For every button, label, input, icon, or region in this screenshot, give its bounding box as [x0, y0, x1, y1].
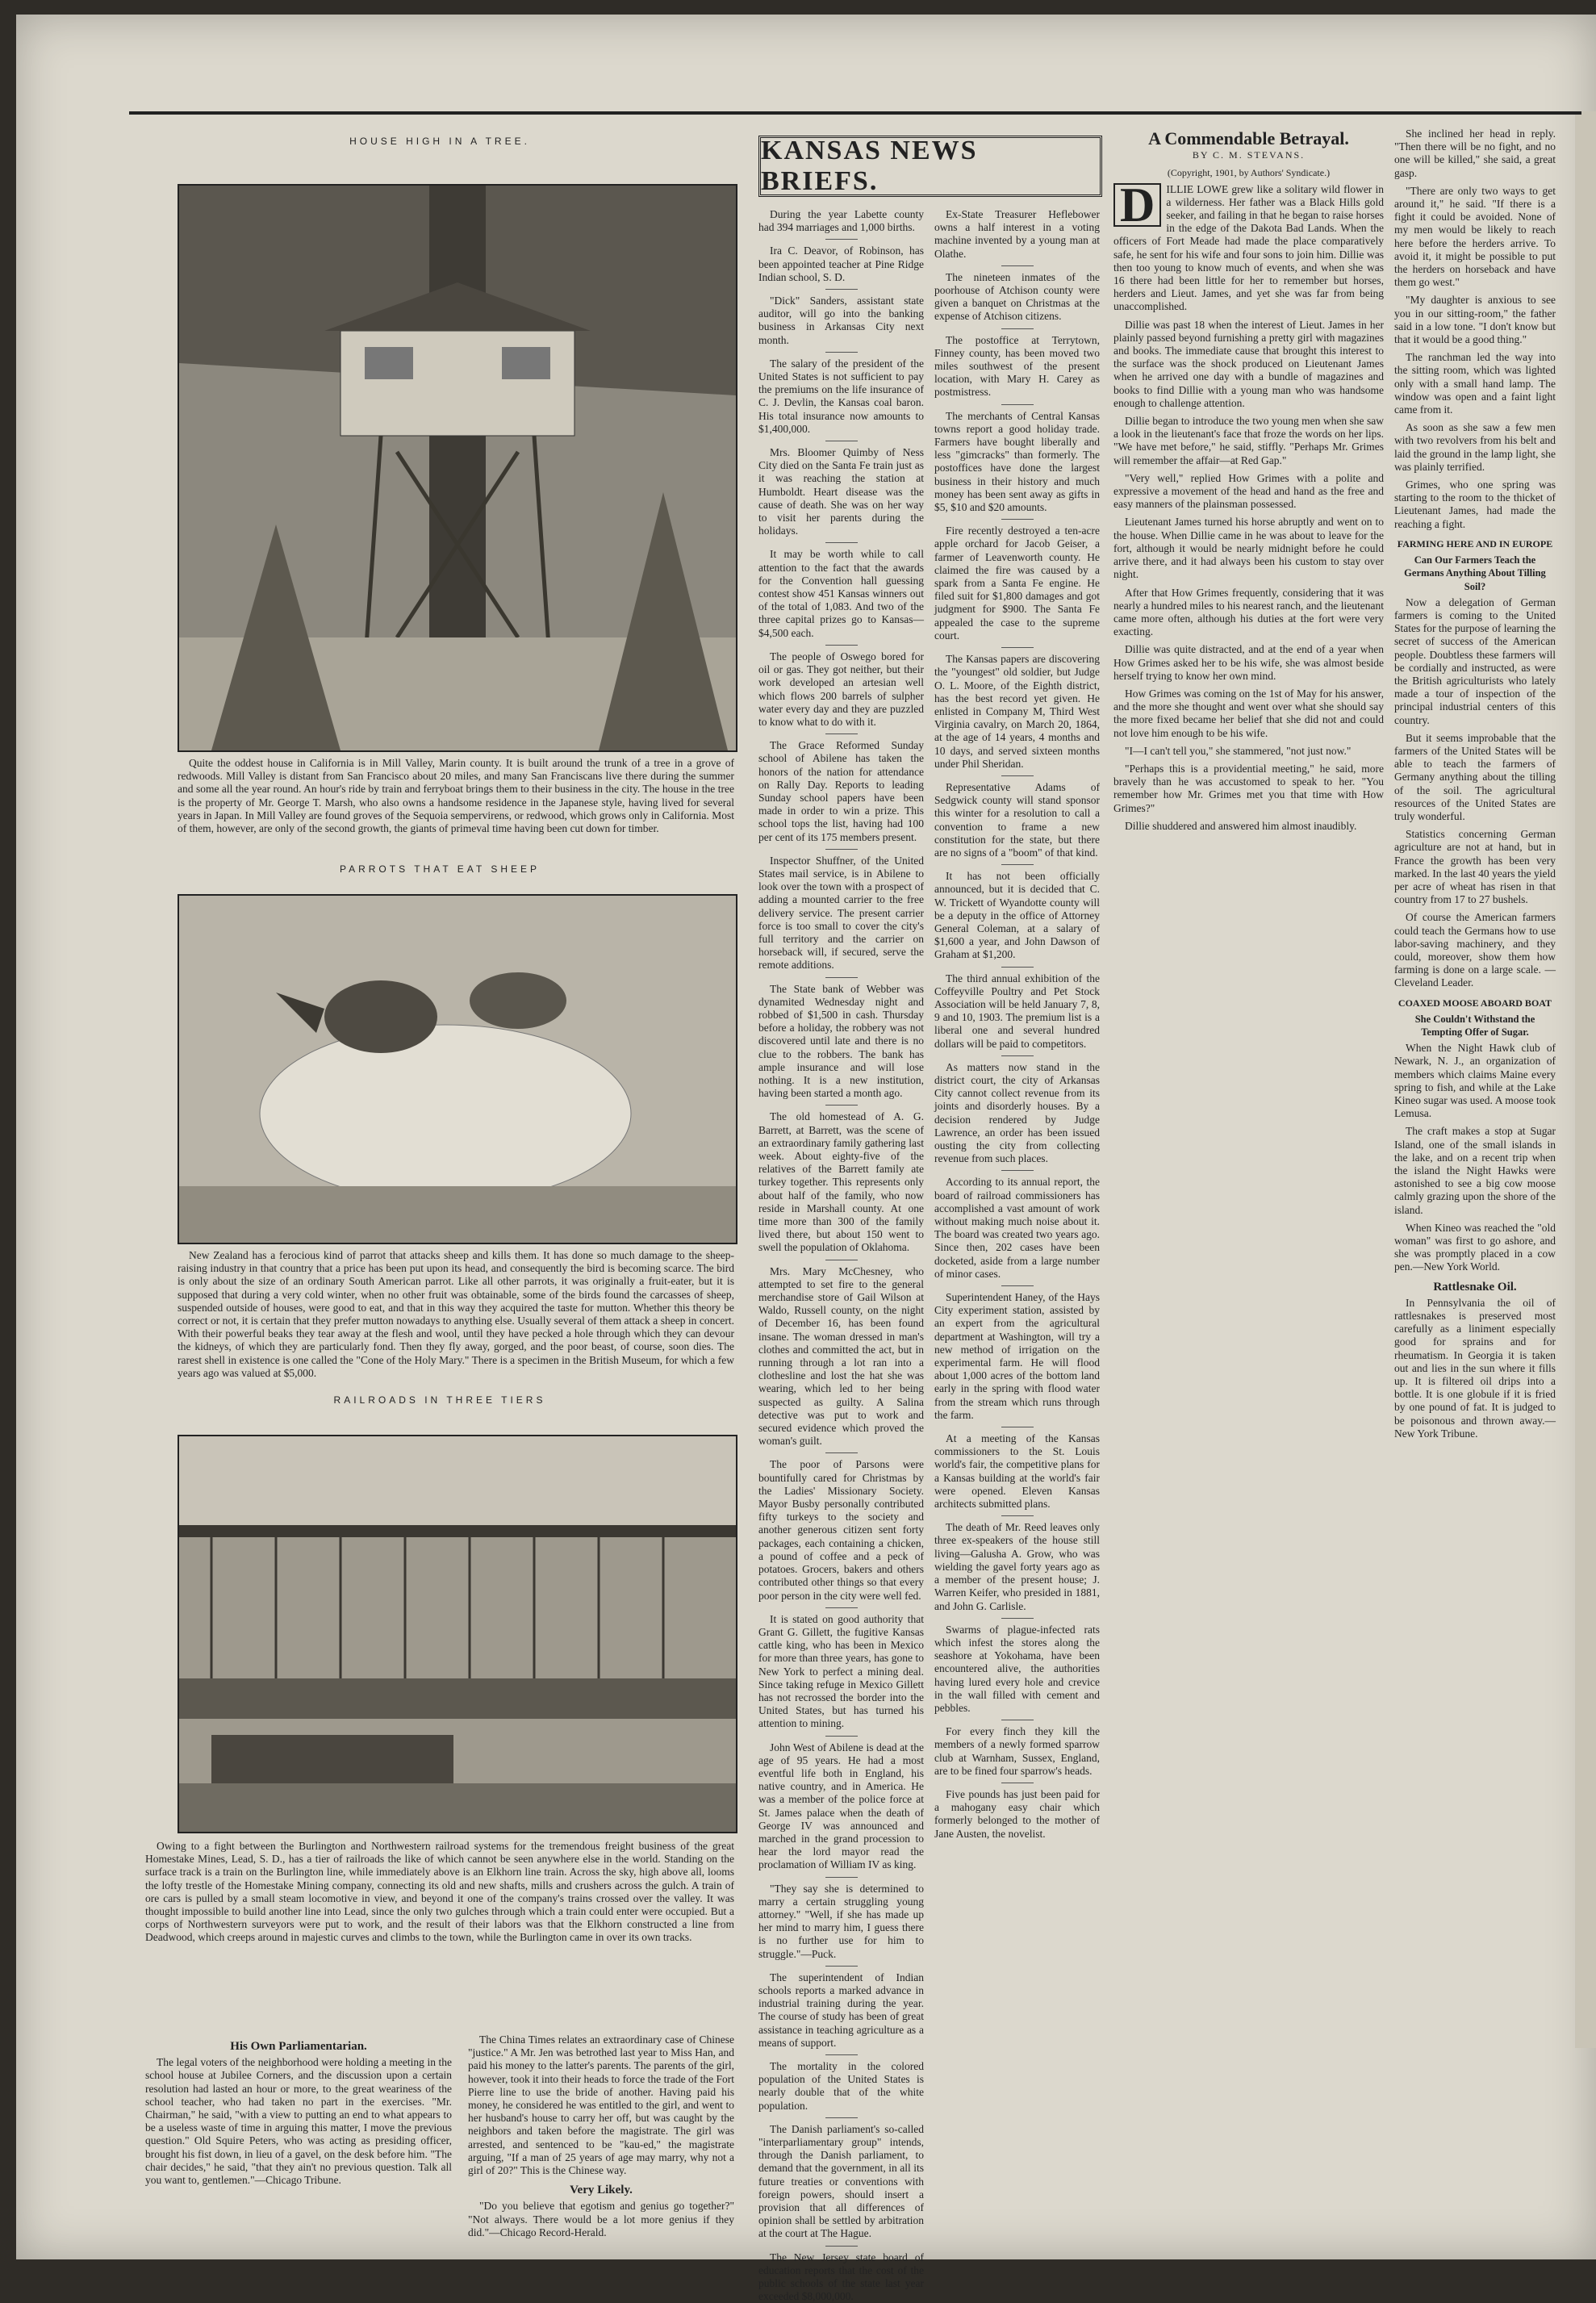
farming-subtitle: Can Our Farmers Teach the Germans Anything About Tilling Soil? [1404, 554, 1546, 592]
kansas-brief: The nineteen inmates of the poorhouse of Atchison county were given a banquet on Christmas at the expense of Atchison citizens. [934, 270, 1100, 323]
moose-paragraph: When the Night Hawk club of Newark, N. J., an organization of members which claims Maine every spring to fish, and while at the Lake Kineo sugar was used. A moose took Lemusa. [1394, 1042, 1556, 1120]
kansas-brief: According to its annual report, the board of railroad commissioners has accomplished a vast amount of work without making much noise about it. The board was created two years ago. Since then, 202 cases have been docketed, aside from a large number of minor cases. [934, 1176, 1100, 1280]
betrayal-copyright: (Copyright, 1901, by Authors' Syndicate.) [1167, 167, 1331, 179]
story-continuation: Grimes, who one spring was starting to the room to the thicket of Lieutenant James, had made the reaching a fight. [1394, 479, 1556, 530]
kansas-brief: Representative Adams of Sedgwick county will stand sponsor this winter for a resolution to call a convention to frame a new constitution for the state, but there are no signs of a "boom" of that kind. [934, 780, 1100, 859]
betrayal-paragraph: ILLIE LOWE grew like a solitary wild flower in a wilderness. Her father was a Black Hills gold seeker, and failing in that he began to raise horses in the edge of the Dakota Bad Lands. When the officers of Fort Meade had made the place comparatively safe, he sent for his wife and four sons to join him. Dillie was then too young to know much of events, and when she was 16 there had been little for her to remember but horses, herders and Lieut. James, and yet she was far from being unaccomplished. [1113, 182, 1384, 313]
photo1-caption [178, 757, 734, 838]
kansas-brief: The people of Oswego bored for oil or gas. They got neither, but their work developed an artesian well which flows 200 barrels of sulpher water every day and they are puzzled to know what to do with it. [758, 650, 924, 728]
railroads-illustration [179, 1436, 736, 1832]
photo2-caption [178, 1249, 734, 1383]
justice-text: The China Times relates an extraordinary case of Chinese "justice." A Mr. Jen was betrothed last year to Miss Han, and paid his money to the latter's parents. The parents of the girl, however, took it into their heads to force the trade of the Fort Pierre line to use the bride of another. Having paid his money, he considered he was entitled to the girl, and went to her husband's house to carry her off, but was caught by the neighbors and taken before the magistrate. The girl was arrested, and sentenced to be "kau-ed," the magistrate arguing, "If a man of 25 years of age may marry, why not a girl of 20?" This is the Chinese way. [468, 2033, 734, 2177]
kansas-brief: The postoffice at Terrytown, Finney county, has been moved two miles southwest of the present location, with Mary H. Carey as postmistress. [934, 333, 1100, 399]
betrayal-paragraph: Dillie began to introduce the two young men when she saw a look in the lieutenant's face that froze the words on her lips. "We have met before," he said, stiffly. "Perhaps Mr. Grimes will remember the affair—at Red Gap." [1113, 415, 1384, 466]
farming-title: FARMING HERE AND IN EUROPE [1397, 537, 1553, 550]
photo3-caption-text: Owing to a fight between the Burlington and Northwestern railroad systems for the tremendous freight business of the great Homestake Mines, Lead, S. D., has a tier of railroads the like of which cannot be seen anywhere else in the world. Standing on the surface track is a train on the Burlington line, while immediately above is an Elkhorn line train. Across the sky, high above all, looms the lofty trestle of the Homestake Mining company, connecting its old and new shafts, mills and crushers across the gulch. A train of ore cars is pulled by a small steam locomotive in view, and beyond it one of the company's trains crossed over the valley. It was thought impossible to build another line into Lead, since the only two gulches through which a train could enter were occupied. But a corps of Northwestern surveyors were put to work, and the result of their labors was that the Elkhorn constructed a line from Deadwood, which creeps around in majestic curves and climbs to the town, while the Burlington came in over its own tracks. [145, 1840, 734, 1944]
railroads-photo [178, 1435, 737, 1833]
kansas-brief: Superintendent Haney, of the Hays City experiment station, assisted by an expert from the agricultural department at Washington, will try a new method of irrigation on the experimental farm. He will flood about 1,000 acres of the bottom land early in the spring with flood water from the stream which runs through the farm. [934, 1291, 1100, 1421]
betrayal-paragraph: "I—I can't tell you," she stammered, "not just now." [1125, 744, 1352, 757]
betrayal-paragraph: Dillie shuddered and answered him almost inaudibly. [1125, 819, 1357, 832]
parliament-text: The legal voters of the neighborhood were holding a meeting in the school house at Jubilee Corners, and the discussion upon a certain resolution had lasted an hour or more, to the great weariness of the school teacher, who had taken no part in the exercises. "Mr. Chairman," he said, "with a view to putting an end to what appears to be a useless waste of time in arguing this matter, I move the previous question." Old Squire Peters, who was acting as presiding officer, brought his fist down, in lieu of a gavel, on the desk before him. "The chair decides," he said, "that they ain't no previous question. Talk all you want to, gentlemen."—Chicago Tribune. [145, 2056, 452, 2187]
parliament-article [145, 2033, 452, 2190]
betrayal-paragraph: "Very well," replied How Grimes with a polite and expressive a movement of the head and hand as the free and easy manners of the plainsman possessed. [1113, 471, 1384, 511]
kansas-brief: The third annual exhibition of the Coffeyville Poultry and Pet Stock Association will be held January 7, 8, 9 and 10, 1903. The premium list is a liberal one and several hundred dollars will be paid to competitors. [934, 972, 1100, 1050]
kansas-brief: Inspector Shuffner, of the United States mail service, is in Abilene to look over the town with a prospect of adding a mounted carrier to the free delivery service. The present carrier force is too small to cover the city's full territory and the carrier on horseback will, if secured, serve the remote additions. [758, 854, 924, 972]
kansas-brief: It is stated on good authority that Grant G. Gillett, the fugitive Kansas cattle king, who has been in Mexico for more than three years, has gone to New York to perfect a mining deal. Since taking refuge in Mexico Gillett has not recrossed the border into the United States, but has turned his attention to mining. [758, 1612, 924, 1730]
kansas-brief: The Danish parliament's so-called "interparliamentary group" intends, through the Danish parliament, to demand that the government, in all its future treaties or conventions with foreign powers, should insert a provision that all differences of opinion shall be settled by arbitration at the court at The Hague. [758, 2122, 924, 2240]
likely-text: "Do you believe that egotism and genius go together?" "Not always. There would be a lot more genius if they did."—Chicago Record-Herald. [468, 2200, 734, 2238]
top-rule [129, 111, 1581, 115]
betrayal-paragraph: Lieutenant James turned his horse abruptly and went on to the house. When Dillie came in he was about to leave for the fort, although it would be nearly midnight before he could arrive there, and it had always been his custom to stay over night. [1113, 516, 1384, 581]
photo3-caption [145, 1840, 734, 1948]
right-column [1394, 127, 1556, 2242]
betrayal-paragraph: How Grimes was coming on the 1st of May for his answer, and the more she thought and went over what she should say the more fixed became her belief that she did not and could not love him enough to be his wife. [1113, 687, 1384, 739]
moose-paragraph: When Kineo was reached the "old woman" was first to go ashore, and she was promptly placed in a cow pen.—New York World. [1394, 1221, 1556, 1273]
photo1-caption-text: Quite the oddest house in California is in Mill Valley, Marin county. It is built around the trunk of a tree in a grove of redwoods. Mill Valley is distant from San Francisco about 20 miles, and many San Franciscans live there during the summer and some all the year round. An hour's ride by train and ferryboat brings them to their business in the city. The house in the tree is the property of Mr. George T. Marsh, who also owns a handsome residence in the Japanese style, having lived for several years in Japan. In Mill Valley are found groves of the Sequoia sempervirens, or redwood, which grows only in California. Most of them, however, are only of the second growth, the giants of primeval time having been cut down for timber. [178, 757, 734, 835]
betrayal-title: A Commendable Betrayal. [1148, 128, 1349, 148]
kansas-brief: "They say she is determined to marry a certain struggling young attorney." "Well, if she has made up her mind to marry him, I guess there is no further use for him to struggle."—Puck. [758, 1882, 924, 1960]
kansas-column-2 [934, 208, 1100, 2242]
kansas-brief: The poor of Parsons were bountifully cared for Christmas by the Ladies' Missionary Society. Mayor Busby personally contributed fifty turkeys to the society and another generous citizen sent forty packages, each containing a chicken, a pound of coffee and a peck of potatoes. Grocers, bakers and others contributed other things so that every poor person in the city were well fed. [758, 1458, 924, 1602]
kansas-column-1 [758, 208, 924, 2303]
story-continuation: She inclined her head in reply. "Then there will be no fight, and no one will be killed," she said, a great gasp. [1394, 127, 1556, 179]
likely-title: Very Likely. [570, 2184, 633, 2197]
kansas-brief: Ira C. Deavor, of Robinson, has been appointed teacher at Pine Ridge Indian school, S. D. [758, 245, 924, 283]
moose-subtitle: She Couldn't Withstand the Tempting Offer of Sugar. [1414, 1013, 1535, 1038]
kansas-brief: For every finch they kill the members of a newly formed sparrow club at Warnham, Sussex, England, are to be fined four sparrow's heads. [934, 1725, 1100, 1777]
kansas-brief: At a meeting of the Kansas commissioners to the St. Louis world's fair, the competitive plans for a Kansas building at the world's fair were opened. Eleven Kansas architects submitted plans. [934, 1432, 1100, 1511]
farming-paragraph: Now a delegation of German farmers is coming to the United States for the purpose of learning the secret of success of the American people. Doubtless these farmers will be cordially and instructed, as were the British agriculturists who lately made a tour of inspection of the principal industrial centers of this country. [1394, 596, 1556, 726]
kansas-brief: The Grace Reformed Sunday school of Abilene has taken the honors of the nation for attendance on Rally Day. Reports to leading Sunday school papers have been made in order to win a prize. This school tops the list, having had 100 per cent of its 175 members present. [758, 739, 924, 843]
rattlesnake-title: Rattlesnake Oil. [1433, 1280, 1517, 1294]
moose-paragraph: The craft makes a stop at Sugar Island, one of the small islands in the lake, and on a recent trip when the island the Night Hawks were astonished to see a big cow moose calmly grazing upon the shore of the island. [1394, 1125, 1556, 1216]
justice-article [468, 2033, 734, 2242]
house-in-tree-illustration [179, 186, 736, 750]
parrots-illustration [179, 896, 736, 1243]
kansas-brief: Ex-State Treasurer Heflebower owns a half interest in a voting machine invented by a young man at Olathe. [934, 208, 1100, 260]
farming-paragraph: Of course the American farmers could teach the Germans how to use labor-saving machinery, and they could, moreover, show them how farming is done on a large scale. —Cleveland Leader. [1394, 911, 1556, 989]
kansas-brief: The death of Mr. Reed leaves only three ex-speakers of the house still living—Galusha A. Grow, who was wielding the gavel forty years ago as a member of the present house; J. Warren Keifer, who presided in 1881, and John G. Carlisle. [934, 1521, 1100, 1612]
kansas-brief: Mrs. Mary McChesney, who attempted to set fire to the general merchandise store of Gail Wilson at Waldo, Russell county, on the night of December 16, has been found insane. The woman dressed in man's clothes and committed the act, but in running through a lot ran into a clothesline and lost the hat she was wearing, which led to her being suspected as guilty. A Salina detective was put to work and secured evidence which proved the woman's guilt. [758, 1264, 924, 1448]
betrayal-byline: BY C. M. STEVANS. [1192, 149, 1306, 161]
kansas-brief: John West of Abilene is dead at the age of 95 years. He had a most eventful life both in England, his native country, and in America. He was a member of the police force at St. James palace when the death of George IV was announced and marched in the grand procession to hear the lord mayor read the proclamation of William IV as king. [758, 1741, 924, 1871]
kansas-brief: Five pounds has just been paid for a mahogany easy chair which formerly belonged to the mother of Jane Austen, the novelist. [934, 1787, 1100, 1840]
photo1-heading: HOUSE HIGH IN A TREE. [349, 136, 530, 147]
adjacent-page-edge [1575, 111, 1596, 2048]
story-continuation: "My daughter is anxious to see you in our sitting-room," the father said in a low tone. "I don't know but that it would be a good thing." [1394, 294, 1556, 346]
house-in-tree-photo [178, 184, 737, 752]
kansas-brief: It may be worth while to call attention to the fact that the awards for the Convention hall guessing contest show 451 Kansas winners out of the total of 1,083. And two of the three capital prizes go to Kansas—$4,500 each. [758, 548, 924, 639]
photo2-caption-text: New Zealand has a ferocious kind of parrot that attacks sheep and kills them. It has done so much damage to the sheep-raising industry in that country that a price has been put upon its head, and consequently the bird is becoming scarce. The bird is only about the size of an ordinary South American parrot. Like all other parrots, it was originally a fruit-eater, but it is supposed that during a very cold winter, when no other fruit was obtainable, some of the birds found the carcasses of sheep, suspended outside of houses, were good to eat, and that in this way they acquired the taste for mutton. Whether this theory be correct or not, it is certain that they prefer mutton nowadays to anything else. Usually several of them attack a sheep in concert. With their powerful beaks they tear away at the flesh and wool, until they have pecked a hole through which they can devour the kidneys, of which they are particularly fond. Then they fly away, gorged, and the poor beast, of course, soon dies. The rarest shell in existence is one called the "Cone of the Holy Mary." There is a specimen in the British Museum, for which a few years ago was valued at $5,000. [178, 1249, 734, 1379]
betrayal-paragraph: Dillie was past 18 when the interest of Lieut. James in her plainly passed beyond furnishing a pretty girl with magazines and books. The immediate cause that brought this interest to the surface was the shock produced on Lieutenant James when he arrived one day with a bundle of magazines and books to find Dillie with a young man who was handsome enough to challenge attention. [1113, 318, 1384, 409]
kansas-brief: It has not been officially announced, but it is decided that C. W. Trickett of Wyandotte county will be a deputy in the office of Attorney General Coleman, at a salary of $1,600 a year, and John Dawson of Graham at $1,200. [934, 870, 1100, 961]
farming-paragraph: But it seems improbable that the farmers of the United States will be able to teach the farmers of Germany anything about the tilling of the soil. The agricultural resources of the United States are truly wonderful. [1394, 731, 1556, 822]
moose-title: COAXED MOOSE ABOARD BOAT [1398, 997, 1552, 1009]
kansas-brief: The old homestead of A. G. Barrett, at Barrett, was the scene of an extraordinary family gathering last week. About eighty-five of the relatives of the Barrett family ate turkey together. This represents only about half of the family, who now reside in Marshall county. At one time more than 300 of the family lived there, but about 150 went to swell the population of Oklahoma. [758, 1110, 924, 1254]
kansas-brief: The merchants of Central Kansas towns report a good holiday trade. Farmers have bought liberally and less "gimcracks" than formerly. The postoffices have done the largest business in their history and much money has been sent away as gifts in $5, $10 and $20 amounts. [934, 409, 1100, 514]
betrayal-paragraph: Dillie was quite distracted, and at the end of a year when How Grimes asked her to be his wife, she was almost beside herself trying to know her own mind. [1113, 643, 1384, 682]
kansas-brief: The superintendent of Indian schools reports a marked advance in industrial training during the year. The course of study has been of great assistance in teaching agriculture as a means of support. [758, 1971, 924, 2049]
parrots-photo [178, 894, 737, 1244]
newspaper-page [16, 15, 1596, 2303]
kansas-masthead [758, 136, 1102, 197]
kansas-brief: The State bank of Webber was dynamited Wednesday night and robbed of $1,500 in cash. Thursday before a holiday, the robbery was not discovered until late and there is no clue to the robbers. The bank has ample insurance and will lose nothing. It is a new institution, having been started a month ago. [758, 982, 924, 1100]
kansas-brief: During the year Labette county had 394 marriages and 1,000 births. [758, 208, 924, 234]
kansas-title: KANSAS NEWS BRIEFS. [761, 136, 978, 196]
kansas-brief: Mrs. Bloomer Quimby of Ness City died on the Santa Fe train just as it was reaching the station at Humboldt. Heart disease was the cause of death. She was on her way to visit her parents during the holidays. [758, 446, 924, 537]
story-continuation: "There are only two ways to get around it," he said. "If there is a fight it could be avoided. None of my men would be likely to reach here before the herders arrive. To avoid it, it might be possible to put the herders on horseback and have them go west." [1394, 184, 1556, 289]
photo2-heading: PARROTS THAT EAT SHEEP [339, 863, 541, 875]
kansas-brief: The salary of the president of the United States is not sufficient to pay the premiums on the life insurance of C. J. Devlin, the Kansas coal baron. His total insurance now amounts to $1,400,000. [758, 357, 924, 435]
rattlesnake-text: In Pennsylvania the oil of rattlesnakes is preserved most carefully as a liniment especially good for sprains and for rheumatism. In Georgia it is taken out and lies in the sun where it fills up. It is filtered oil drips into a bottle. It is one globule if it is fried by one pound of fat. It is judged to be poisonous and thrown away.—New York Tribune. [1394, 1296, 1556, 1440]
betrayal-paragraph: After that How Grimes frequently, considering that it was nearly a hundred miles to his nearest ranch, and the lieutenant came more often, although his duties at the fort were very exacting. [1113, 586, 1384, 638]
betrayal-column [1113, 127, 1384, 2242]
kansas-brief: Swarms of plague-infected rats which infest the stores along the seashore at Yokohama, have been encountered alive, the authorities having lured every hole and crevice in the wall filled with cement and pebbles. [934, 1623, 1100, 1714]
kansas-brief: The Kansas papers are discovering the "youngest" old soldier, but Judge O. L. Moore, of the Eighth district, has the best record yet given. He enlisted in Company M, Third West Virginia cavalry, on March 20, 1864, at the age of 14 years, 4 months and 10 days, and served sixteen months under Phil Sheridan. [934, 653, 1100, 770]
farming-paragraph: Statistics concerning German agriculture are not at hand, but in France the growth has been very marked. In the last 40 years the yield per acre of wheat has risen in that country from 17 to 27 bushels. [1394, 828, 1556, 906]
betrayal-paragraph: "Perhaps this is a providential meeting," he said, more bravely than he was accustomed to speak to her. "You remember how Mr. Grimes met you that time with How Grimes?" [1113, 762, 1384, 814]
betrayal-dropcap: D [1113, 183, 1161, 227]
kansas-brief: The mortality in the colored population of the United States is nearly double that of the white population. [758, 2060, 924, 2112]
story-continuation: As soon as she saw a few men with two revolvers from his belt and laid the ground in the lamp light, she was plainly terrified. [1394, 421, 1556, 473]
kansas-brief: "Dick" Sanders, assistant state auditor, will go into the banking business in Arkansas City next month. [758, 295, 924, 346]
story-continuation: The ranchman led the way into the sitting room, which was lighted only with a small hand lamp. The window was open and a faint light came from it. [1394, 351, 1556, 416]
photo3-heading: RAILROADS IN THREE TIERS [333, 1394, 546, 1406]
kansas-brief: As matters now stand in the district court, the city of Arkansas City cannot collect revenue from its joints and disorderly houses. By a decision rendered by Judge Lawrence, an order has been issued ousting the city from collecting revenue from such places. [934, 1060, 1100, 1165]
kansas-brief: Fire recently destroyed a ten-acre apple orchard for Jacob Geiser, a farmer of Leavenworth county. He claimed the fire was caused by a spark from a Santa Fe engine. He filed suit for $1,800 damages and got judgment for $900. The Santa Fe appealed the case to the supreme court. [934, 525, 1100, 642]
parliament-title: His Own Parliamentarian. [230, 2040, 367, 2053]
kansas-brief: The New Jersey state board of education reports that the cost of the public schools of the state last year exceeded $8,000,000. [758, 2251, 924, 2303]
